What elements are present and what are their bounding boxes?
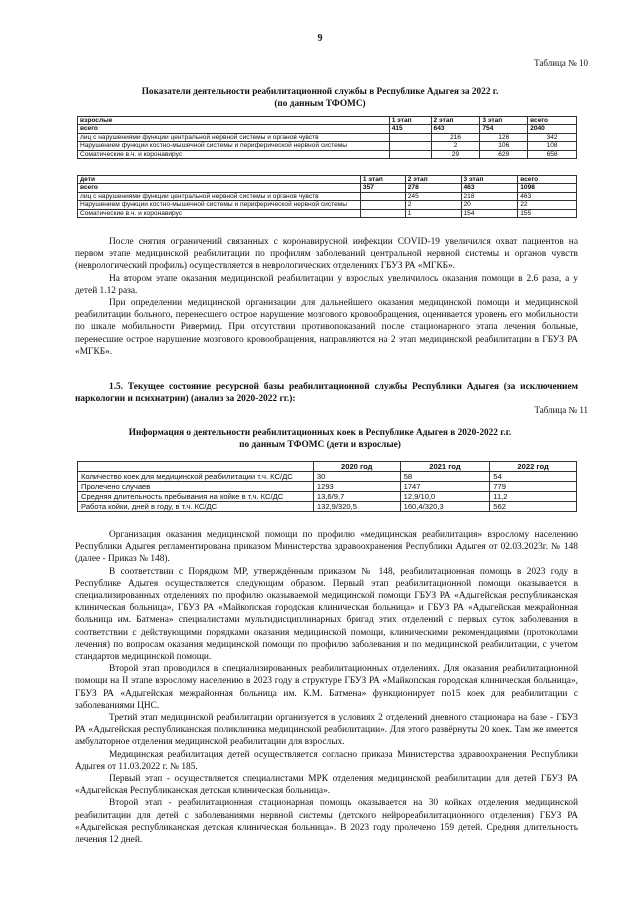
paragraph: После снятия ограничений связанных с коронавирусной инфекции COVID-19 увеличился охват пациентов на первом этапе медицинской реабилитации по профилям заболеваний центральной нервной системы и органов чувств (неврологический профиль) осуществляется в неврологических отделениях ГБУЗ РА «МГКБ».: [75, 237, 578, 272]
table-cell: 1: [405, 209, 461, 217]
table-cell: всего: [78, 184, 361, 192]
section-heading: 1.5. Текущее состояние ресурсной базы реабилитационной службы Республики Адыгея (за исключением наркологии и психиатрии) (анализ за 2020-2022 гг.):: [75, 382, 578, 405]
table-row: [78, 150, 577, 158]
table-cell: 20: [461, 201, 518, 209]
text-block-a: [75, 236, 578, 358]
table-cell: 2021 год: [400, 462, 490, 472]
table-11-title-line1: Информация о деятельности реабилитационных коек в Республике Адыгея в 2020-2022 г.г.: [128, 428, 512, 438]
table-cell: [360, 201, 405, 209]
table-cell: 1293: [313, 482, 400, 492]
table-cell: Работа койки, дней в году, в т.ч. КС/ДС: [78, 502, 314, 512]
table-row: [78, 201, 577, 209]
table-cell: 132,9/320,5: [313, 502, 400, 512]
table-cell: 245: [405, 192, 461, 200]
paragraph: Медицинская реабилитация детей осуществляется согласно приказа Министерства здравоохранения Республики Адыгея от 11.03.2022 г. № 185.: [75, 749, 578, 772]
table-cell: 562: [490, 502, 577, 512]
table-row: [78, 176, 577, 184]
table-row: [78, 209, 577, 217]
table-cell: 154: [461, 209, 518, 217]
table-cell: 2040: [528, 125, 577, 133]
table-cell: 754: [480, 125, 528, 133]
table-cell: [389, 133, 431, 141]
table-cell: 2: [405, 201, 461, 209]
table-10-adults: [77, 116, 577, 159]
table-cell: 106: [480, 142, 528, 150]
table-10-title: [70, 86, 570, 110]
table-cell: 3 этап: [480, 117, 528, 125]
page-number: 9: [317, 33, 323, 44]
table-cell: 415: [389, 125, 431, 133]
table-cell: 3 этап: [461, 176, 518, 184]
table-cell: [78, 462, 314, 472]
table-cell: [389, 150, 431, 158]
table-cell: 463: [461, 184, 518, 192]
table-cell: 30: [313, 472, 400, 482]
table-cell: [360, 192, 405, 200]
table-row: [78, 502, 577, 512]
table-10-title-line1: Показатели деятельности реабилитационной службы в Республике Адыгея за 2022 г.: [141, 87, 499, 97]
table-cell: 2 этап: [431, 117, 480, 125]
table-cell: 658: [528, 150, 577, 158]
table-cell: Пролечено случаев: [78, 482, 314, 492]
table-cell: 216: [431, 133, 480, 141]
table-cell: лиц с нарушениями функции центральной нервной системы и органов чувств: [78, 133, 390, 141]
table-cell: всего: [518, 176, 577, 184]
paragraph: В соответствии с Порядком МР, утверждённым приказом № 148, реабилитационная помощь в 2023 году в Республике Адыгея осуществляется следующим образом. Первый этап реабилитационной помощи оказывается в специализированных отделениях по профилю оказываемой медицинской помощи ГБУЗ РА «Адыгейская республиканская клиническая больница», ГБУЗ РА «Майкопская городская клиническая больница» и ГБУЗ РА «Адыгейская межрайонная больница им. Батмена» специалистами мультидисциплинарных бригад этих отделений с первых суток заболевания в соответствии с действующими порядками оказания медицинской помощи, клиническими рекомендациями (протоколами лечения) по вопросам оказания медицинской помощи по профилю заболевания и по медицинской реабилитации, с учетом стандартов медицинской помощи.: [75, 566, 578, 663]
table-11-title-line2: по данным ТФОМС (дети и взрослые): [239, 440, 401, 450]
table-row: [78, 192, 577, 200]
table-cell: 779: [490, 482, 577, 492]
table-cell: 54: [490, 472, 577, 482]
table-cell: лиц с нарушениями функции центральной нервной системы и органов чувств: [78, 192, 361, 200]
table-cell: Соматические в.ч. и коронавирус: [78, 209, 361, 217]
table-cell: 2020 год: [313, 462, 400, 472]
table-cell: 11,2: [490, 492, 577, 502]
table-10-title-line2: (по данным ТФОМС): [274, 99, 366, 109]
table-cell: 1 этап: [389, 117, 431, 125]
table-cell: Нарушением функции костно-мышечной системы и периферической нервной системы: [78, 142, 390, 150]
table-cell: 357: [360, 184, 405, 192]
table-cell: дети: [78, 176, 361, 184]
table-cell: 1098: [518, 184, 577, 192]
table-cell: 1 этап: [360, 176, 405, 184]
table-cell: 12,9/10,0: [400, 492, 490, 502]
table-row: [78, 462, 577, 472]
table-cell: Средняя длительность пребывания на койке в т.ч. КС/ДС: [78, 492, 314, 502]
table-cell: всего: [528, 117, 577, 125]
table-cell: 218: [461, 192, 518, 200]
table-cell: 342: [528, 133, 577, 141]
table-11: [77, 461, 577, 512]
table-cell: 13,6/9,7: [313, 492, 400, 502]
paragraph: Второй этап - реабилитационная стационарная помощь оказывается на 30 койках отделения медицинской реабилитации для детей с заболеваниями нервной системы (детского нейрореабилитационного отделения) ГБУЗ РА «Адыгейская республиканская детская клиническая больница». В 2023 году пролечено 159 детей. Средняя длительность лечения 12 дней.: [75, 798, 578, 846]
paragraph: На втором этапе оказания медицинской реабилитации у взрослых увеличилось оказания помощи в 2.6 раза, а у детей 1.12 раза.: [75, 273, 578, 296]
table-10-children: [77, 175, 577, 218]
table-cell: 643: [431, 125, 480, 133]
table-10-label: Таблица № 10: [534, 58, 588, 68]
table-row: [78, 142, 577, 150]
table-cell: [389, 142, 431, 150]
table-row: [78, 125, 577, 133]
paragraph: Первый этап - осуществляется специалистами МРК отделения медицинской реабилитации для детей ГБУЗ РА «Адыгейская Республиканская детская клиническая больница».: [75, 774, 578, 797]
table-row: [78, 472, 577, 482]
table-cell: 22: [518, 201, 577, 209]
table-cell: 29: [431, 150, 480, 158]
paragraph: При определении медицинской организации для дальнейшего оказания медицинской помощи и медицинской реабилитации больного, перенесшего острое нарушение мозгового кровообращения, оценивается уровень его мобильности по шкале мобильности Ривермид. При отсутствии противопоказаний после стационарного этапа лечения больные, перенесшие острое нарушение мозгового кровообращения, направляются на 2 этап медицинской реабилитации в ГБУЗ РА «МГКБ».: [75, 298, 578, 357]
table-cell: Количество коек для медицинской реабилитации т.ч. КС/ДС: [78, 472, 314, 482]
paragraph: Третий этап медицинской реабилитации организуется в условиях 2 отделений дневного стационара на базе - ГБУЗ РА «Адыгейская республиканская поликлиника медицинской реабилитации». Для этого развёрнуты 20 коек. Там же имеется амбулаторное отделения медицинской реабилитации для взрослых.: [75, 713, 578, 748]
table-cell: Соматические в.ч. и коронавирус: [78, 150, 390, 158]
table-11-title: [70, 427, 570, 451]
table-cell: 58: [400, 472, 490, 482]
table-cell: Нарушением функции костно-мышечной системы и периферической нервной системы: [78, 201, 361, 209]
table-cell: 108: [528, 142, 577, 150]
table-cell: 1747: [400, 482, 490, 492]
table-cell: 2: [431, 142, 480, 150]
paragraph: Организация оказания медицинской помощи по профилю «медицинская реабилитация» взрослому населению Республики Адыгея регламентирована приказом Министерства здравоохранения Республики Адыгея от 02.03.2023г. № 148 (далее - Приказ № 148).: [75, 530, 578, 565]
table-row: [78, 184, 577, 192]
table-cell: 2022 год: [490, 462, 577, 472]
table-cell: 160,4/320,3: [400, 502, 490, 512]
paragraph: Второй этап проводился в специализированных реабилитационных отделениях. Для оказания реабилитационной помощи на II этапе взрослому населению в 2023 году в структуре ГБУЗ РА «Майкопская городская клиническая больница», ГБУЗ РА «Адыгейская межрайонная больница им. К.М. Батмена» функционирует по15 коек для реабилитации с заболеваниями ЦНС.: [75, 664, 578, 711]
table-row: [78, 482, 577, 492]
table-cell: 155: [518, 209, 577, 217]
table-11-label: Таблица № 11: [534, 405, 588, 415]
table-cell: 2 этап: [405, 176, 461, 184]
table-cell: 278: [405, 184, 461, 192]
table-cell: всего: [78, 125, 390, 133]
table-row: [78, 492, 577, 502]
table-cell: 629: [480, 150, 528, 158]
table-cell: [360, 209, 405, 217]
table-cell: 463: [518, 192, 577, 200]
table-cell: взрослые: [78, 117, 390, 125]
table-row: [78, 117, 577, 125]
text-block-b: [75, 529, 578, 846]
table-cell: 126: [480, 133, 528, 141]
table-row: [78, 133, 577, 141]
